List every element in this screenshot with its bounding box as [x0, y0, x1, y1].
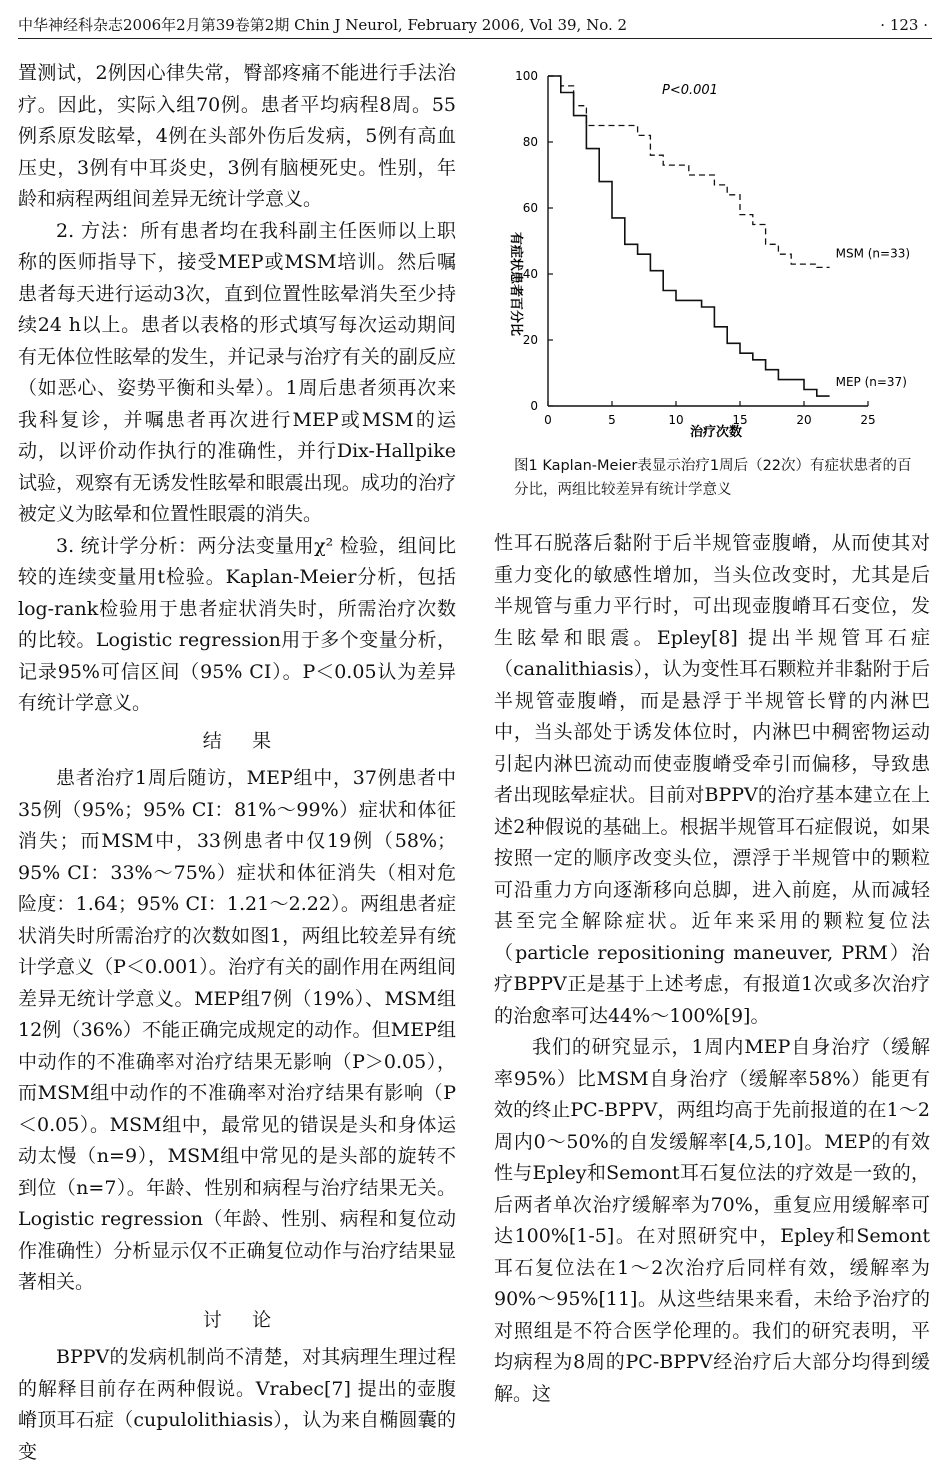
x-tick-label: 5: [608, 413, 616, 427]
figure-caption: 图1 Kaplan-Meier表显示治疗1周后（22次）有症状患者的百分比，两组比较差异有统计学意义: [514, 458, 912, 498]
left-column: [18, 58, 456, 1468]
x-tick-label: 10: [668, 413, 684, 427]
series-line-mep: [548, 76, 830, 396]
y-axis-label: 有症状患者百分比: [508, 231, 523, 337]
right-column: [494, 528, 930, 1410]
paragraph-discussion-cont: 性耳石脱落后黏附于后半规管壶腹嵴，从而使其对重力变化的敏感性增加，当头位改变时，尤其是后半规管与重力平行时，可出现壶腹嵴耳石变位，发生眩晕和眼震。Epley[8] 提出半规管耳石症（canalithiasis），认为变性耳石颗粒并非黏附于后半规管壶腹嵴，而是悬浮于半规管长臂的内淋巴中，当头部处于诱发体位时，内淋巴中稠密物运动引起内淋巴流动而使壶腹嵴受牵引而偏移，导致患者出现眩晕症状。目前对BPPV的治疗基本建立在上述2种假说的基础上。根据半规管耳石症假说，如果按照一定的顺序改变头位，漂浮于半规管中的颗粒可沿重力方向逐渐移向总脚，进入前庭，从而减轻甚至完全解除症状。近年来采用的颗粒复位法（particle repositioning maneuver, PRM）治疗BPPV正是基于上述考虑，有报道1次或多次治疗的治愈率可达44%～100%[9]。: [494, 532, 930, 1027]
series-line-msm: [548, 76, 830, 267]
x-tick-label: 25: [860, 413, 876, 427]
journal-citation: 中华神经科杂志2006年2月第39卷第2期 Chin J Neurol, February 2006, Vol 39, No. 2: [18, 16, 628, 34]
p-value-annotation: P<0.001: [662, 83, 718, 98]
kaplan-meier-chart: [494, 58, 930, 448]
paragraph-methods: 2. 方法：所有患者均在我科副主任医师以上职称的医师指导下，接受MEP或MSM培训。然后嘱患者每天进行运动3次，直到位置性眩晕消失至少持续24 h以上。患者以表格的形式填写每次运动期间有无体位性眩晕的发生，并记录与治疗有关的副反应（如恶心、姿势平衡和头晕）。1周后患者须再次来我科复诊，并嘱患者再次进行MEP或MSM的运动，以评价动作执行的准确性，并行Dix-Hallpike试验，观察有无诱发性眩晕和眼震出现。成功的治疗被定义为眩晕和位置性眼震的消失。: [18, 219, 456, 525]
series-label: MEP (n=37): [835, 375, 907, 390]
x-tick-label: 0: [544, 413, 552, 427]
running-header: [18, 12, 932, 39]
paragraph-subjects: 置测试，2例因心律失常，臀部疼痛不能进行手法治疗。因此，实际入组70例。患者平均病程8周。55例系原发眩晕，4例在头部外伤后发病，5例有高血压史，3例有中耳炎史，3例有脑梗死史。性别，年龄和病程两组间差异无统计学意义。: [18, 62, 456, 210]
paragraph-results: 患者治疗1周后随访，MEP组中，37例患者中35例（95%；95% CI：81%～99%）症状和体征消失；而MSM中，33例患者中仅19例（58%；95% CI：33%～75%）症状和体征消失（相对危险度：1.64；95% CI：1.21～2.22）。两组患者症状消失时所需治疗的次数如图1，两组比较差异有统计学意义（P＜0.001）。治疗有关的副作用在两组间差异无统计学意义。MEP组7例（19%）、MSM组12例（36%）不能正确完成规定的动作。但MEP组中动作的不准确率对治疗结果无影响（P＞0.05），而MSM组中动作的不准确率对治疗结果有影响（P＜0.05）。MSM组中，最常见的错误是头和身体运动太慢（n=9），MSM组中常见的是头部的旋转不到位（n=7）。年龄、性别和病程与治疗结果无关。Logistic regression（年龄、性别、病程和复位动作准确性）分析显示仅不正确复位动作与治疗结果显著相关。: [18, 767, 456, 1293]
series-label: MSM (n=33): [835, 246, 911, 261]
y-tick-label: 60: [522, 201, 538, 215]
y-tick-label: 40: [522, 267, 538, 281]
paragraph-our-study: 我们的研究显示，1周内MEP自身治疗（缓解率95%）比MSM自身治疗（缓解率58%）能更有效的终止PC-BPPV，两组均高于先前报道的在1～2周内0～50%的自发缓解率[4,5,10]。MEP的有效性与Epley和Semont耳石复位法的疗效是一致的，后两者单次治疗缓解率为70%，重复应用缓解率可达100%[1-5]。在对照研究中，Epley和Semont耳石复位法在1～2次治疗后同样有效，缓解率为90%～95%[11]。从这些结果来看，未给予治疗的对照组是不符合医学伦理的。我们的研究表明，平均病程为8周的PC-BPPV经治疗后大部分均得到缓解。这: [494, 1036, 930, 1405]
y-tick-label: 100: [515, 69, 538, 83]
x-axis-label: 治疗次数: [689, 425, 743, 440]
paragraph-statistics: 3. 统计学分析：两分法变量用χ² 检验，组间比较的连续变量用t检验。Kaplan-Meier分析，包括log-rank检验用于患者症状消失时，所需治疗次数的比较。Logistic regression用于多个变量分析，记录95%可信区间（95% CI）。P＜0.05认为差异有统计学意义。: [18, 534, 456, 714]
paragraph-discussion-start: BPPV的发病机制尚不清楚，对其病理生理过程的解释目前存在两种假说。Vrabec[7] 提出的壶腹嵴顶耳石症（cupulolithiasis），认为来自椭圆囊的变: [18, 1346, 456, 1463]
page-number: · 123 ·: [880, 16, 928, 34]
y-tick-label: 80: [522, 135, 538, 149]
y-tick-label: 20: [522, 333, 538, 347]
figure-1: [494, 58, 930, 504]
y-tick-label: 0: [530, 399, 538, 413]
heading-discussion: 讨论: [202, 1308, 302, 1331]
heading-results: 结果: [202, 729, 302, 752]
x-tick-label: 15: [732, 413, 748, 427]
x-tick-label: 20: [796, 413, 812, 427]
